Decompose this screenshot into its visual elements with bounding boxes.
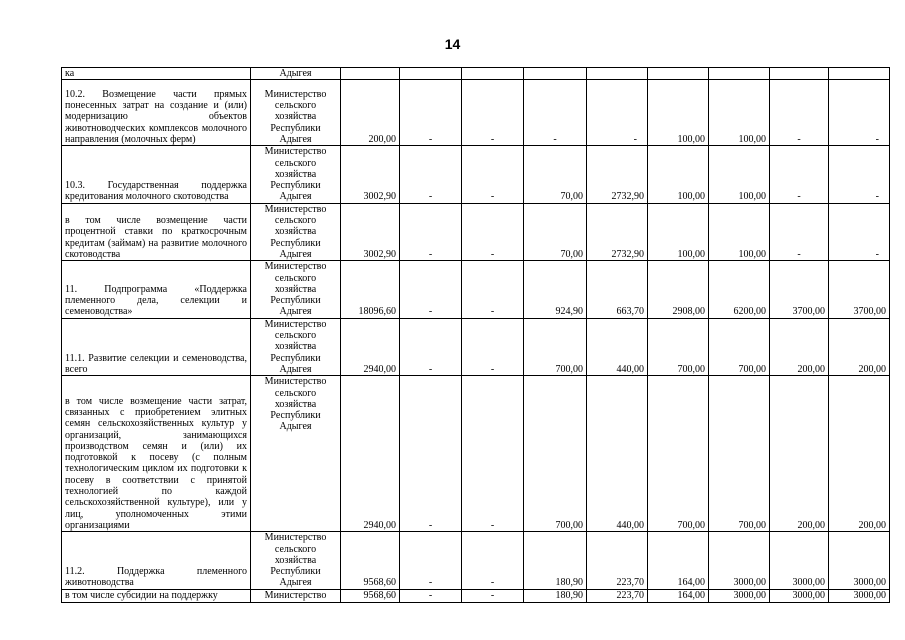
cell-value: 100,00 — [709, 80, 770, 146]
cell-value: - — [400, 146, 462, 203]
row-name: 11. Подпрограмма «Поддержка племенного дела, селекции и семеноводства» — [62, 261, 251, 318]
cell-value: 180,90 — [524, 532, 587, 589]
cell-value: - — [462, 376, 524, 532]
cell-value: 2732,90 — [587, 146, 648, 203]
row-executor: Министерство сельского хозяйства Республики Адыгея — [251, 203, 341, 260]
table-row — [62, 261, 890, 318]
cell-value: - — [400, 532, 462, 589]
cell-value: - — [770, 203, 829, 260]
cell-value: 3000,00 — [709, 532, 770, 589]
cell-total: 9568,60 — [341, 589, 400, 602]
table-row — [62, 589, 890, 602]
cell-value: - — [462, 261, 524, 318]
cell-total: 3002,90 — [341, 146, 400, 203]
row-executor: Министерство сельского хозяйства Республики Адыгея — [251, 318, 341, 375]
table-row — [62, 203, 890, 260]
cell-total: 3002,90 — [341, 203, 400, 260]
table-row — [62, 532, 890, 589]
cell-value — [462, 68, 524, 80]
cell-value: 100,00 — [648, 146, 709, 203]
cell-value: 223,70 — [587, 589, 648, 602]
cell-value: 200,00 — [770, 318, 829, 375]
budget-table — [61, 67, 890, 603]
cell-value: 100,00 — [709, 146, 770, 203]
cell-value: - — [400, 589, 462, 602]
cell-value: - — [829, 203, 890, 260]
cell-value: 440,00 — [587, 318, 648, 375]
row-executor: Министерство сельского хозяйства Республики Адыгея — [251, 261, 341, 318]
cell-value — [648, 68, 709, 80]
cell-value: 2732,90 — [587, 203, 648, 260]
cell-value: - — [462, 589, 524, 602]
cell-value: 70,00 — [524, 146, 587, 203]
cell-value: 223,70 — [587, 532, 648, 589]
table-row — [62, 376, 890, 532]
cell-value: - — [829, 146, 890, 203]
cell-value: - — [524, 80, 587, 146]
row-name: в том числе возмещение части затрат, связанных с приобретением элитных семян сельскохозяйственных культур у организаций, занимающихся производством семян и (или) их подготовкой к посеву (с полным технологическим циклом их подготовки к посеву в соответствии с принятой технологией по каждой сельскохозяйственной культуре), или у лиц, уполномоченных этими организациями — [62, 376, 251, 532]
row-executor: Министерство сельского хозяйства Республики Адыгея — [251, 532, 341, 589]
cell-value: 200,00 — [829, 376, 890, 532]
cell-value: 924,90 — [524, 261, 587, 318]
cell-value — [587, 68, 648, 80]
cell-value: 180,90 — [524, 589, 587, 602]
row-executor: Министерство — [251, 589, 341, 602]
cell-value: 700,00 — [709, 318, 770, 375]
cell-value: - — [770, 146, 829, 203]
cell-value: 700,00 — [524, 318, 587, 375]
cell-total: 9568,60 — [341, 532, 400, 589]
cell-value: - — [829, 80, 890, 146]
cell-value: 700,00 — [648, 318, 709, 375]
cell-total: 200,00 — [341, 80, 400, 146]
cell-value: - — [400, 318, 462, 375]
cell-value: - — [462, 203, 524, 260]
cell-value: 200,00 — [770, 376, 829, 532]
cell-value: - — [587, 80, 648, 146]
cell-value: 3700,00 — [829, 261, 890, 318]
table-row — [62, 146, 890, 203]
cell-value — [400, 68, 462, 80]
cell-value: - — [400, 80, 462, 146]
cell-value: 200,00 — [829, 318, 890, 375]
cell-value: 3700,00 — [770, 261, 829, 318]
cell-value: 100,00 — [709, 203, 770, 260]
row-name: 11.1. Развитие селекции и семеноводства, всего — [62, 318, 251, 375]
cell-total: 18096,60 — [341, 261, 400, 318]
cell-value: - — [462, 318, 524, 375]
row-executor: Министерство сельского хозяйства Республики Адыгея — [251, 376, 341, 532]
row-executor: Министерство сельского хозяйства Республики Адыгея — [251, 80, 341, 146]
cell-value — [524, 68, 587, 80]
row-name: в том числе возмещение части процентной ставки по краткосрочным кредитам (займам) на развитие молочного скотоводства — [62, 203, 251, 260]
cell-total — [341, 68, 400, 80]
cell-value: 3000,00 — [770, 532, 829, 589]
cell-value: 3000,00 — [709, 589, 770, 602]
cell-value: 663,70 — [587, 261, 648, 318]
cell-total: 2940,00 — [341, 318, 400, 375]
cell-value: 700,00 — [524, 376, 587, 532]
page-number: 14 — [444, 36, 461, 52]
cell-value: 3000,00 — [829, 589, 890, 602]
table-row — [62, 68, 890, 80]
cell-value: 6200,00 — [709, 261, 770, 318]
cell-total: 2940,00 — [341, 376, 400, 532]
cell-value: 164,00 — [648, 532, 709, 589]
cell-value: 700,00 — [709, 376, 770, 532]
cell-value: - — [462, 146, 524, 203]
cell-value: 440,00 — [587, 376, 648, 532]
cell-value: - — [770, 80, 829, 146]
cell-value: 3000,00 — [770, 589, 829, 602]
table-row — [62, 80, 890, 146]
cell-value: - — [462, 532, 524, 589]
cell-value: 2908,00 — [648, 261, 709, 318]
cell-value: - — [400, 261, 462, 318]
row-name: ка — [62, 68, 251, 80]
cell-value: - — [400, 203, 462, 260]
row-executor: Адыгея — [251, 68, 341, 80]
cell-value: - — [462, 80, 524, 146]
row-name: 11.2. Поддержка племенного животноводства — [62, 532, 251, 589]
cell-value: - — [400, 376, 462, 532]
row-name: 10.3. Государственная поддержка кредитования молочного скотоводства — [62, 146, 251, 203]
cell-value: 100,00 — [648, 80, 709, 146]
cell-value: 70,00 — [524, 203, 587, 260]
cell-value: 100,00 — [648, 203, 709, 260]
row-name: 10.2. Возмещение части прямых понесенных затрат на создание и (или) модернизацию объектов животноводческих комплексов молочного направления (молочных ферм) — [62, 80, 251, 146]
cell-value: 164,00 — [648, 589, 709, 602]
cell-value — [829, 68, 890, 80]
table-row — [62, 318, 890, 375]
row-executor: Министерство сельского хозяйства Республики Адыгея — [251, 146, 341, 203]
cell-value: 700,00 — [648, 376, 709, 532]
row-name: в том числе субсидии на поддержку — [62, 589, 251, 602]
cell-value: 3000,00 — [829, 532, 890, 589]
cell-value — [770, 68, 829, 80]
cell-value — [709, 68, 770, 80]
